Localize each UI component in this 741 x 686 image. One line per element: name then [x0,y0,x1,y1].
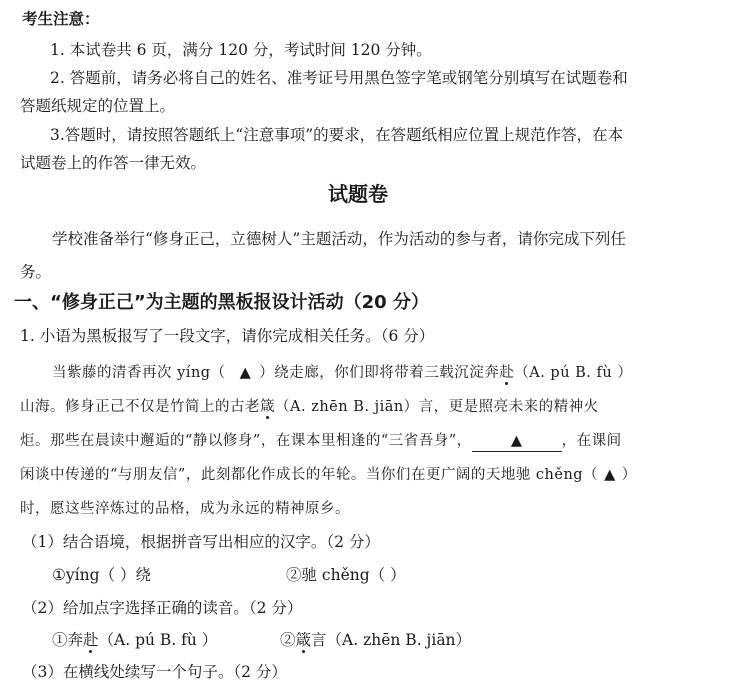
dotted-char-zhen: 箴 [295,631,312,649]
notice-item-2-line-1: 2. 答题前，请务必将自己的姓名、准考证号用黑色签字笔或钢笔分别填写在试题卷和 [50,69,628,87]
sub-question-2: （2）给加点字选择正确的读音。（2 分） [22,599,303,617]
notice-heading: 考生注意： [22,10,100,28]
dotted-char-fu: 赴 [83,631,99,649]
intro-line-2: 务。 [20,263,52,281]
passage-line-3-b: ，在课间 [561,433,622,449]
passage-line-1 [52,363,632,383]
dotted-char-zhen: 箴 [260,399,275,415]
sub-question-1-b: ②驰 chěng（ ） [286,566,406,584]
sub-question-1-a: ①yíng（ ）绕 [52,566,151,584]
passage-line-4-a: 闲谈中传递的“与朋友信”，此刻都化作成长的年轮。当你们在更广阔的天地驰 chěng（ [20,467,599,483]
question-1: 1. 小语为黑板报写了一段文字，请你完成相关任务。（6 分） [20,327,435,345]
passage-line-2 [20,397,599,417]
passage-line-1-a: 当紫藤的清香再次 yíng（ [52,365,226,381]
passage-line-4 [20,465,637,485]
sub-question-2-b [280,630,471,650]
paper-title: 试题卷 [328,182,388,206]
sub-question-2-b-pre: ② [280,631,296,649]
notice-item-1: 1. 本试卷共 6 页，满分 120 分，考试时间 120 分钟。 [50,41,432,59]
passage-line-1-c: （A. pú B. fù ） [514,365,633,381]
passage-line-2-a: 山海。修身正己不仅是竹简上的古老 [20,399,260,415]
triangle-mark-icon: ▲ [510,433,523,449]
sub-question-2-a [52,630,217,650]
sub-question-2-b-post: 言（A. zhēn B. jiān） [311,631,472,649]
passage-line-3-a: 炬。那些在晨读中邂逅的“静以修身”，在课本里相逢的“三省吾身”， [20,433,472,449]
passage-line-1-b: ）绕走廊，你们即将带着三载沉淀奔 [259,365,500,381]
notice-item-2-line-2: 答题纸规定的位置上。 [20,97,176,115]
dotted-char-fu: 赴 [499,365,515,381]
notice-item-3-line-2: 试题卷上的作答一律无效。 [20,154,207,172]
triangle-mark-icon: ▲ [239,365,252,381]
passage-line-4-b: ） [621,467,637,483]
fill-blank-line [472,431,562,452]
section-1-title: 一、“修身正己”为主题的黑板报设计活动（20 分） [14,292,429,313]
passage-line-5: 时，愿这些淬炼过的品格，成为永远的精神原乡。 [20,501,350,517]
passage-line-3 [20,431,622,452]
sub-question-2-a-post: （A. pú B. fù ） [98,631,218,649]
triangle-mark-icon: ▲ [604,467,616,483]
sub-question-2-a-pre: ①奔 [52,631,84,649]
intro-line-1: 学校准备举行“修身正己，立德树人”主题活动，作为活动的参与者，请你完成下列任 [52,230,626,248]
sub-question-1: （1）结合语境，根据拼音写出相应的汉字。（2 分） [22,533,380,551]
passage-line-2-b: （A. zhēn B. jiān）言，更是照亮未来的精神火 [275,399,599,415]
notice-item-3-line-1: 3.答题时，请按照答题纸上“注意事项”的要求，在答题纸相应位置上规范作答，在本 [50,126,624,144]
sub-question-3: （3）在横线处续写一个句子。（2 分） [22,663,287,681]
